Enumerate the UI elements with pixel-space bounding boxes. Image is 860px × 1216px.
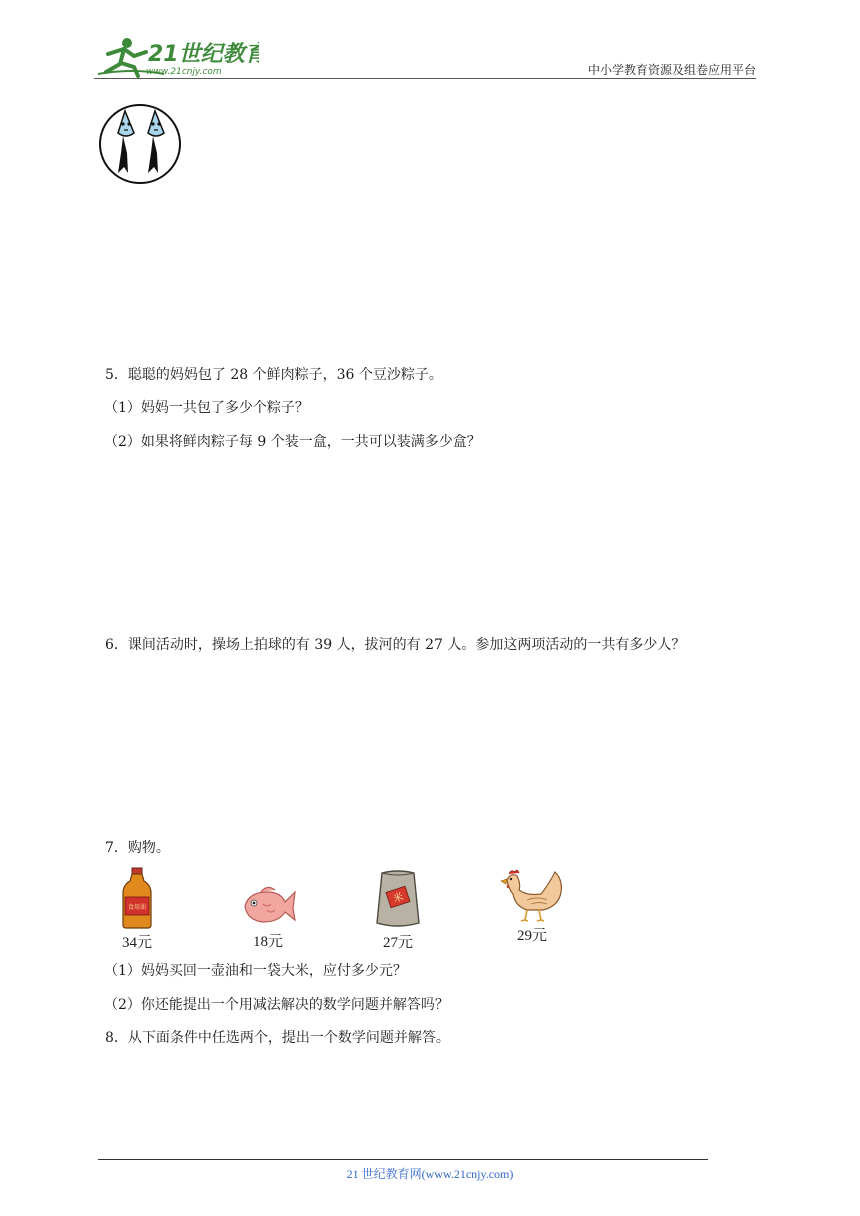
footer-divider (98, 1159, 708, 1160)
rice-bag-icon (375, 867, 421, 929)
header-platform-text: 中小学教育资源及组卷应用平台 (587, 63, 756, 77)
oil-label: 食用油 (127, 904, 147, 911)
item-oil (112, 867, 162, 952)
fish-icon (239, 880, 297, 928)
question-7-sub-1: （1）妈妈买回一壶油和一袋大米，应付多少元？ (104, 963, 407, 979)
site-logo (94, 34, 259, 78)
question-7-sub-2: （2）你还能提出一个用减法解决的数学问题并解答吗？ (104, 997, 449, 1013)
question-5-sub-1: （1）妈妈一共包了多少个粽子？ (104, 400, 309, 416)
chicken-price: 29元 (516, 928, 547, 944)
oil-bottle-icon (120, 867, 154, 929)
ornament-ring-figure (98, 103, 184, 185)
question-5-sub-2: （2）如果将鲜肉粽子每 9 个装一盒，一共可以装满多少盒？ (104, 434, 481, 450)
oil-price: 34元 (121, 935, 152, 951)
rice-price: 27元 (382, 935, 413, 951)
question-5-text: 5．聪聪的妈妈包了 28 个鲜肉粽子，36 个豆沙粽子。 (105, 367, 443, 383)
question-8-text: 8．从下面条件中任选两个，提出一个数学问题并解答。 (105, 1030, 450, 1046)
question-6-text: 6．课间活动时，操场上拍球的有 39 人，拔河的有 27 人。参加这两项活动的一共有多少人？ (105, 637, 686, 653)
rice-label: 米 (392, 891, 405, 906)
item-fish (238, 880, 298, 951)
header-divider (94, 78, 756, 79)
item-chicken (496, 866, 568, 945)
item-rice (373, 867, 423, 952)
footer-link[interactable]: 21 世纪教育网(www.21cnjy.com) (346, 1167, 514, 1181)
fish-price: 18元 (252, 934, 283, 950)
logo-text: 21世纪教育 (148, 42, 259, 67)
chicken-icon (497, 866, 567, 922)
question-7-text: 7．购物。 (105, 840, 170, 856)
logo-url: www.21cnjy.com (146, 67, 222, 77)
